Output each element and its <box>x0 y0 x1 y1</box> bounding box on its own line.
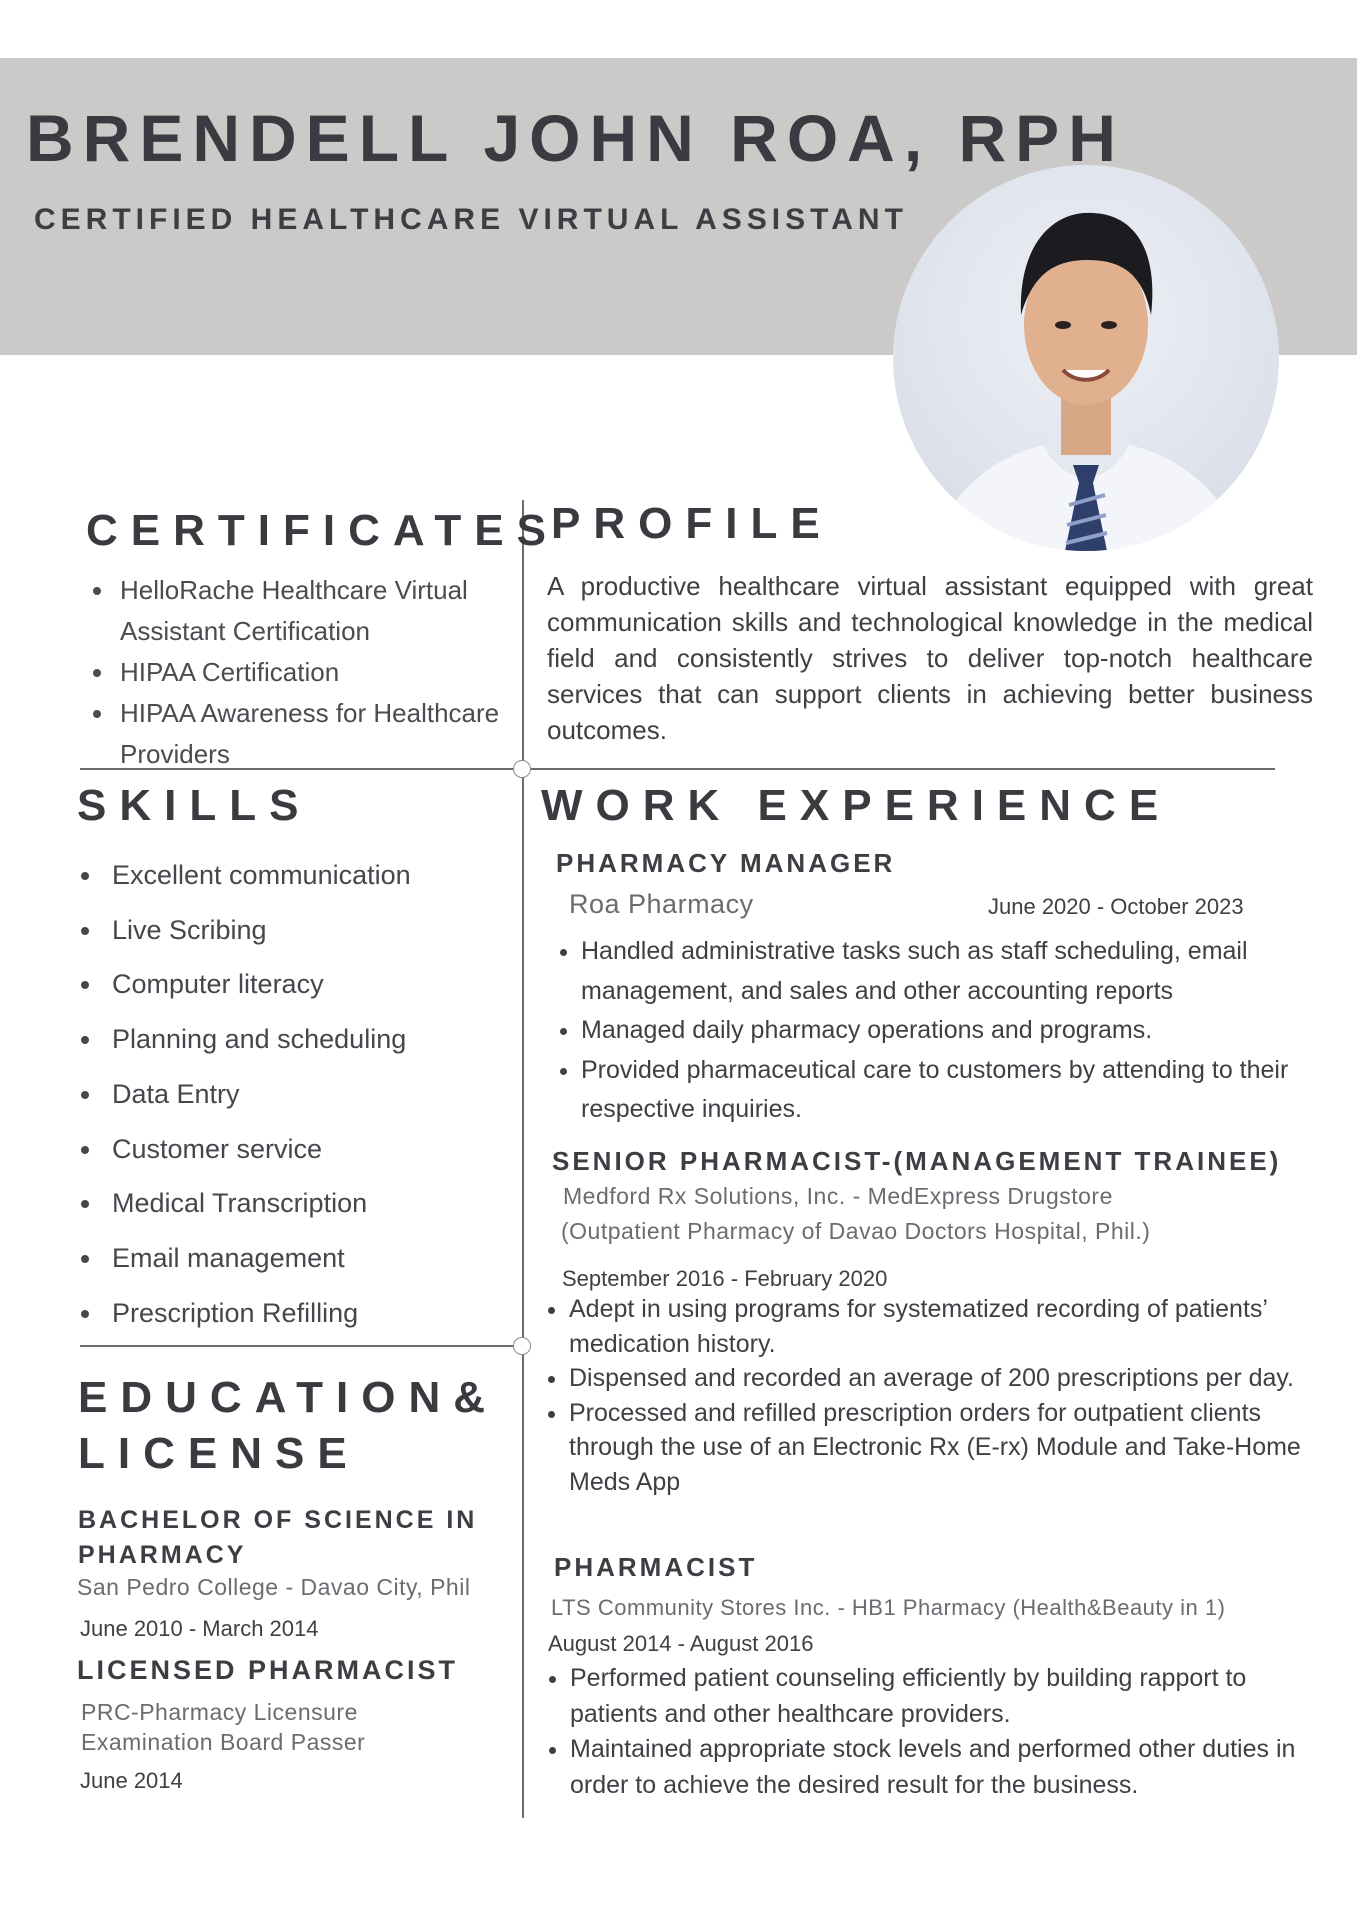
skill-item: • Medical Transcription <box>104 1176 544 1231</box>
job-duties <box>542 1661 1326 1803</box>
license-description: PRC-Pharmacy Licensure Examination Board Passer <box>81 1699 366 1755</box>
skill-item: • Data Entry <box>104 1067 544 1122</box>
job-duties <box>541 1292 1309 1499</box>
candidate-title: CERTIFIED HEALTHCARE VIRTUAL ASSISTANT <box>34 203 908 236</box>
certificate-item: • HelloRache Healthcare Virtual Assistant Certification <box>116 570 546 652</box>
certificate-item: • HIPAA Certification <box>116 652 546 693</box>
skill-item: • Email management <box>104 1231 544 1286</box>
license-date: June 2014 <box>80 1768 183 1793</box>
job-duty-item: • Maintained appropriate stock levels and performed other duties in order to achieve the desired result for the business. <box>570 1732 1326 1803</box>
job-duty-item: • Managed daily pharmacy operations and programs. <box>581 1011 1316 1051</box>
profile-heading: PROFILE <box>551 499 833 548</box>
skill-item: • Computer literacy <box>104 957 544 1012</box>
job-duty-item: • Handled administrative tasks such as staff scheduling, email management, and sales and other accounting reports <box>581 932 1316 1011</box>
school-name: San Pedro College - Davao City, Phil <box>77 1574 471 1600</box>
job-title: SENIOR PHARMACIST-(MANAGEMENT TRAINEE) <box>552 1146 1282 1176</box>
job-duty-item: • Processed and refilled prescription orders for outpatient clients through the use of an Electronic Rx (E-rx) Module and Take-Home Meds App <box>569 1396 1309 1500</box>
job-dates: September 2016 - February 2020 <box>562 1266 888 1291</box>
job-duty-item: • Provided pharmaceutical care to customers by attending to their respective inquiries. <box>581 1051 1316 1130</box>
job-company: Roa Pharmacy <box>569 889 754 919</box>
job-dates: June 2020 - October 2023 <box>988 894 1244 919</box>
job-company-detail: (Outpatient Pharmacy of Davao Doctors Hospital, Phil.) <box>561 1218 1151 1244</box>
license-title: LICENSED PHARMACIST <box>77 1655 459 1685</box>
certificates-list <box>88 570 546 775</box>
skill-item: • Prescription Refilling <box>104 1286 544 1341</box>
degree-title: BACHELOR OF SCIENCE IN PHARMACY <box>78 1506 478 1569</box>
profile-photo <box>893 165 1279 551</box>
degree-dates: June 2010 - March 2014 <box>80 1616 319 1641</box>
job-dates: August 2014 - August 2016 <box>548 1631 814 1656</box>
profile-summary: A productive healthcare virtual assistant equipped with great communication skills and technological knowledge in the medical field and consistently strives to deliver top-notch healthcare services that can support clients in achieving better business outcomes. <box>547 571 1313 745</box>
skill-item: • Live Scribing <box>104 903 544 958</box>
skills-list <box>76 848 544 1340</box>
work-experience-heading: WORK EXPERIENCE <box>541 781 1172 830</box>
job-duty-item: • Adept in using programs for systematized recording of patients’ medication history. <box>569 1292 1309 1361</box>
job-duties <box>553 932 1316 1130</box>
job-company: Medford Rx Solutions, Inc. - MedExpress Drugstore <box>563 1183 1113 1209</box>
certificate-item: • HIPAA Awareness for Healthcare Providers <box>116 693 546 775</box>
job-duty-item: • Dispensed and recorded an average of 200 prescriptions per day. <box>569 1361 1309 1396</box>
skills-heading: SKILLS <box>77 781 312 830</box>
job-company: LTS Community Stores Inc. - HB1 Pharmacy (Health&Beauty in 1) <box>551 1595 1226 1620</box>
certificates-heading: CERTIFICATES <box>86 506 559 555</box>
skill-item: • Planning and scheduling <box>104 1012 544 1067</box>
skill-item: • Customer service <box>104 1122 544 1177</box>
person-portrait-icon <box>893 165 1279 551</box>
horizontal-divider-left <box>80 1345 524 1347</box>
job-title: PHARMACY MANAGER <box>556 848 896 878</box>
skill-item: • Excellent communication <box>104 848 544 903</box>
education-heading: EDUCATION& LICENSE <box>78 1373 499 1478</box>
candidate-name: BRENDELL JOHN ROA, RPH <box>26 101 1125 175</box>
job-duty-item: • Performed patient counseling efficiently by building rapport to patients and other healthcare providers. <box>570 1661 1326 1732</box>
job-title: PHARMACIST <box>554 1552 758 1582</box>
